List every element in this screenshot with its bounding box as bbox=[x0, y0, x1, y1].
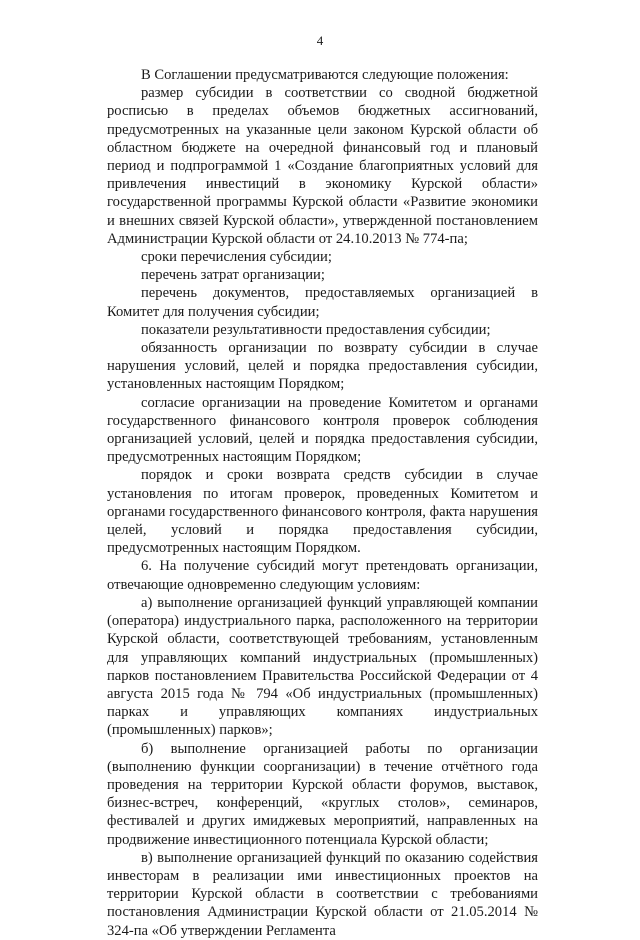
paragraph-intro: В Соглашении предусматриваются следующие положения: bbox=[141, 67, 509, 83]
paragraph-item-6v: в) выполнение организацией функций по оказанию содействия инвесторам в реализации ими инвестиционных проектов на территории Курской области в соответствии с требованиями постановления Администрации Курской области от 21.05.2014 № 324-па «Об утверждении Регламента bbox=[107, 849, 538, 939]
paragraph-item-6b: б) выполнение организацией работы по организации (выполнению функции соорганизации) в течение отчётного года проведения на территории Курской области форумов, выставок, бизнес-встреч, конференций, «круглых столов», семинаров, фестивалей и других имиджевых мероприятий, направленных на продвижение инвестиционного потенциала Курской области; bbox=[107, 740, 538, 848]
paragraph-item-6a: а) выполнение организацией функций управляющей компании (оператора) индустриального парка, расположенного на территории Курской области, соответствующей требованиям, установленным для управляющих компаний индустриальных (промышленных) парков постановлением Правительства Российской Федерации от 4 августа 2015 года № 794 «Об индустриальных (промышленных) парках и управляющих компаниях индустриальных (промышленных) парков»; bbox=[107, 594, 538, 739]
paragraph-refund-obligation: обязанность организации по возврату субсидии в случае нарушения условий, целей и порядка предоставления субсидии, установленных настоящим Порядком; bbox=[107, 340, 538, 393]
paragraph-documents-list: перечень документов, предоставляемых организацией в Комитет для получения субсидии; bbox=[107, 285, 538, 320]
page-number: 4 bbox=[316, 33, 324, 48]
paragraph-subsidy-size: размер субсидии в соответствии со сводной бюджетной росписью в пределах объемов бюджетных ассигнований, предусмотренных на указанные цели законом Курской области об областном бюджете на очередной финансовый год и плановый период и подпрограммой 1 «Создание благоприятных условий для привлечения инвестиций в экономику Курской области» государственной программы Курской области «Развитие экономики и внешних связей Курской области», утвержденной постановлением Администрации Курской области от 24.10.2013 № 774-па; bbox=[107, 85, 538, 247]
paragraph-cost-list: перечень затрат организации; bbox=[141, 267, 325, 284]
paragraph-inspection-consent: согласие организации на проведение Комитетом и органами государственного финансового контроля проверок соблюдения организацией условий, целей и порядка предоставления субсидии, предусмотренных настоящим Порядком; bbox=[107, 394, 538, 466]
paragraph-performance-indicators: показатели результативности предоставления субсидии; bbox=[141, 321, 491, 338]
paragraph-refund-procedure: порядок и сроки возврата средств субсидии в случае установления по итогам проверок, проведенных Комитетом и органами государственного финансового контроля, факта нарушения целей, условий и порядка предоставления субсидии, предусмотренных настоящим Порядком. bbox=[107, 467, 538, 557]
paragraph-transfer-terms: сроки перечисления субсидии; bbox=[141, 249, 332, 266]
document-body bbox=[107, 66, 538, 940]
paragraph-item-6: 6. На получение субсидий могут претендовать организации, отвечающие одновременно следующим условиям: bbox=[107, 558, 538, 593]
